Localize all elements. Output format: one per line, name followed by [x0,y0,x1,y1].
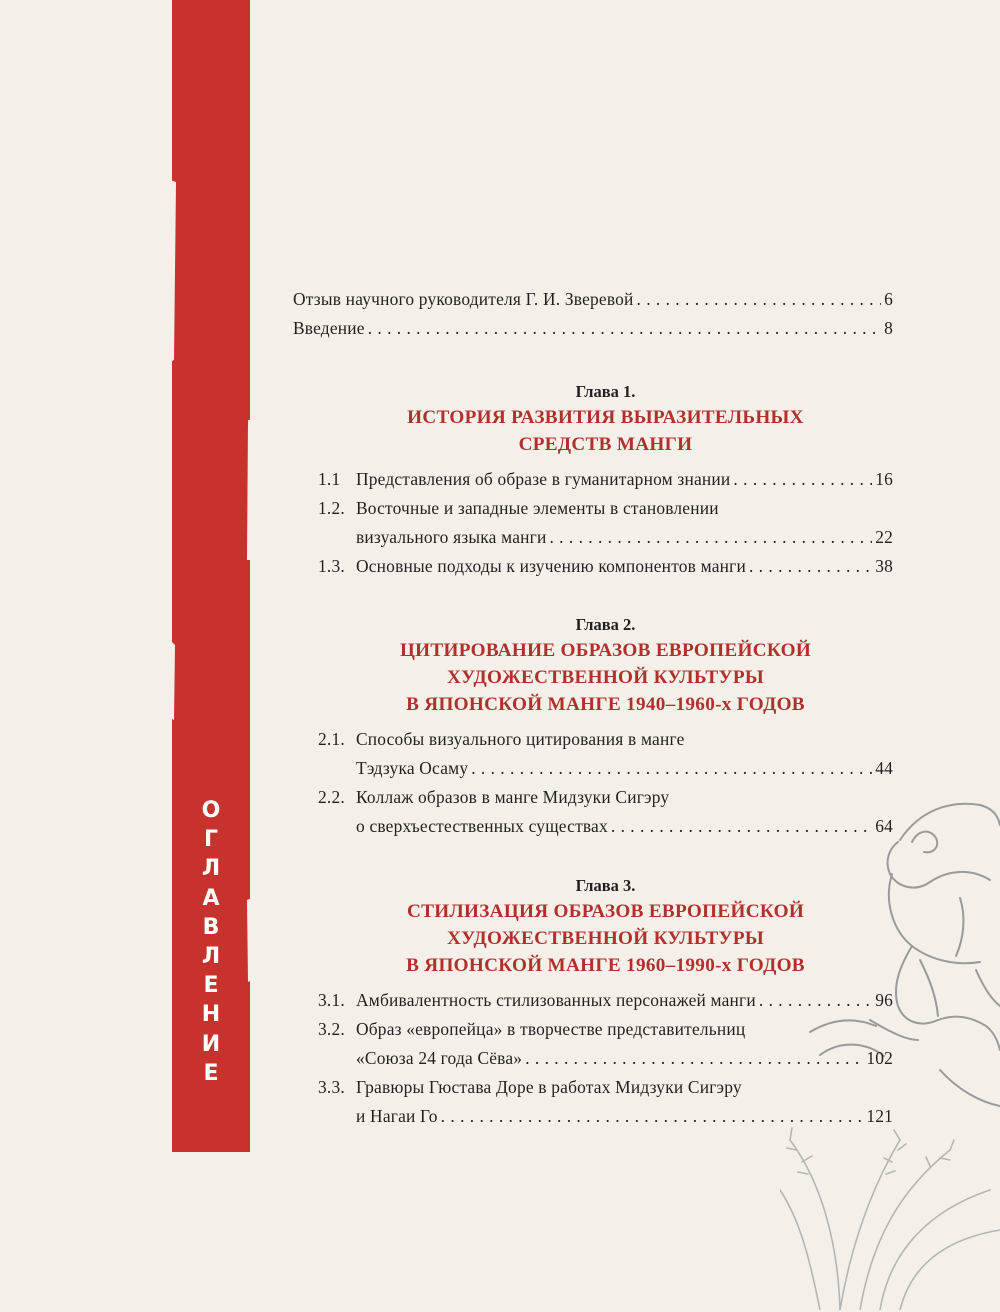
page-number: 8 [884,318,893,338]
section-number: 1.3. [318,556,345,576]
section-number: 1.1 [318,469,341,489]
chapter-label: Глава 3. [575,876,636,895]
dot-leader [733,465,872,494]
entry-title: Амбивалентность стилизованных персонажей манги [356,990,756,1010]
chapter-2-section [318,613,893,841]
page-number: 64 [875,816,893,836]
title-letter: Л [201,856,221,882]
chapter-title-line: ЦИТИРОВАНИЕ ОБРАЗОВ ЕВРОПЕЙСКОЙ [399,640,812,661]
chapter-title-line: СРЕДСТВ МАНГИ [518,434,693,455]
entry-title: Представления об образе в гуманитарном знании [356,469,731,489]
chapter-label: Глава 1. [575,382,636,401]
toc-entry[interactable] [293,285,893,314]
chapter-title-line: СТИЛИЗАЦИЯ ОБРАЗОВ ЕВРОПЕЙСКОЙ [406,901,805,922]
chapter-title-line: ИСТОРИЯ РАЗВИТИЯ ВЫРАЗИТЕЛЬНЫХ [407,407,804,428]
entry-title: Восточные и западные элементы в становлении [356,498,719,518]
toc-entry[interactable] [318,986,893,1015]
page-number: 102 [866,1048,893,1068]
toc-entry-continuation[interactable] [318,754,893,783]
entry-title: Введение [293,318,365,338]
title-letter: Е [203,1060,219,1086]
dot-leader [471,754,872,783]
toc-entry[interactable] [318,552,893,581]
dot-leader [611,812,872,841]
title-letter: Л [201,944,221,970]
title-letter: В [202,914,220,940]
entry-title: о сверхъестественных существах [356,816,608,836]
section-number: 1.2. [318,498,345,518]
toc-entry[interactable] [318,494,893,523]
chapter-1-section [318,380,893,581]
page-number: 121 [866,1106,893,1126]
toc-entry-continuation[interactable] [318,1102,893,1131]
toc-entry-continuation[interactable] [318,1044,893,1073]
entry-title: и Нагаи Го [356,1106,438,1126]
section-number: 3.1. [318,990,345,1010]
title-letter: А [202,885,220,911]
page-number: 38 [875,556,893,576]
dot-leader [637,285,882,314]
page-number: 16 [875,469,893,489]
toc-entry[interactable] [318,783,893,812]
section-number: 3.2. [318,1019,345,1039]
section-number: 2.2. [318,787,345,807]
toc-entry-continuation[interactable] [318,523,893,552]
section-number: 2.1. [318,729,345,749]
chapter-3-section [318,874,893,1131]
dot-leader [525,1044,863,1073]
section-number: 3.3. [318,1077,345,1097]
entry-title: Тэдзука Осаму [356,758,469,778]
chapter-title [318,637,893,718]
dot-leader [759,986,872,1015]
chapter-label: Глава 2. [575,615,636,634]
dot-leader [749,552,872,581]
toc-vertical-title [187,796,235,1088]
entry-title: Коллаж образов в манге Мидзуки Сигэру [356,787,670,807]
chapter-title-line: ХУДОЖЕСТВЕННОЙ КУЛЬТУРЫ [446,667,765,688]
dot-leader [549,523,872,552]
title-letter: Н [201,1002,221,1028]
page-number: 96 [875,990,893,1010]
chapter-title [318,898,893,979]
toc-entry[interactable] [293,314,893,343]
toc-entry[interactable] [318,1073,893,1102]
entry-title: визуального языка манги [356,527,547,547]
front-matter-list [293,285,893,343]
toc-entry-continuation[interactable] [318,812,893,841]
chapter-title-line: В ЯПОНСКОЙ МАНГЕ 1940–1960-х ГОДОВ [406,694,805,715]
entry-title: Отзыв научного руководителя Г. И. Зверевой [293,289,634,309]
toc-entry[interactable] [318,725,893,754]
entry-title: Гравюры Гюстава Доре в работах Мидзуки Сигэру [356,1077,742,1097]
page-number: 44 [875,758,893,778]
page-number: 22 [875,527,893,547]
entry-title: Способы визуального цитирования в манге [356,729,685,749]
entry-title: Основные подходы к изучению компонентов манги [356,556,746,576]
chapter-title [318,404,893,458]
chapter-title-line: В ЯПОНСКОЙ МАНГЕ 1960–1990-х ГОДОВ [406,955,805,976]
entry-title: «Союза 24 года Сёва» [356,1048,523,1068]
chapter-title-line: ХУДОЖЕСТВЕННОЙ КУЛЬТУРЫ [446,928,765,949]
dot-leader [368,314,881,343]
title-letter: О [201,798,221,823]
entry-title: Образ «европейца» в творчестве представительниц [356,1019,746,1039]
title-letter: Е [203,973,219,999]
dot-leader [441,1102,864,1131]
toc-entry[interactable] [318,1015,893,1044]
title-letter: И [201,1031,221,1057]
title-letter: Г [203,827,219,853]
toc-entry[interactable] [318,465,893,494]
page-number: 6 [884,289,893,309]
